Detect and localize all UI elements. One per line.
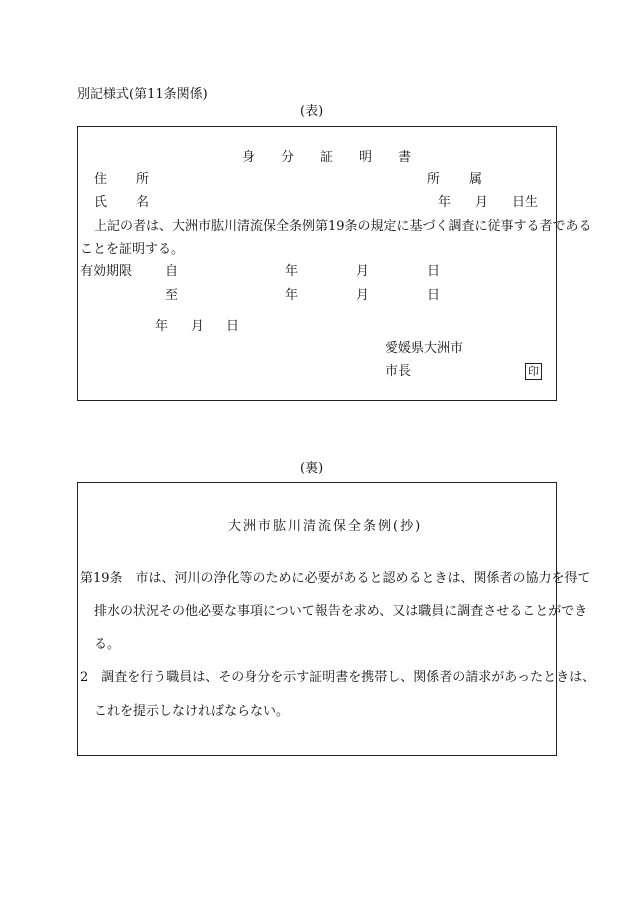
name-label: 氏 名 [94,195,158,210]
affiliation-label: 所 属 [427,172,491,187]
issue-month: 月 [191,319,205,334]
para2-line-2: これを提示しなければならない。 [94,704,290,719]
para2-line-1: 2 調査を行う職員は、その身分を示す証明書を携帯し、関係者の請求があったときは、 [80,670,596,685]
dob-month: 月 [475,195,489,210]
dob-year: 年 [438,195,452,210]
back-label: (裏) [300,461,324,476]
front-card [77,126,557,401]
article-line-1: 第19条 市は、河川の浄化等のために必要があると認めるときは、関係者の協力を得て [80,571,591,586]
front-label: (表) [300,104,324,119]
body-line-1: 上記の者は、大洲市肱川清流保全条例第19条の規定に基づく調査に従事する者である [94,219,592,234]
seal-wrap [525,363,542,380]
body-line-2: ことを証明する。 [80,242,185,257]
address-label: 住 所 [94,172,158,187]
validity-from-day: 日 [427,264,441,279]
validity-from: 自 [165,264,179,279]
seal-mark: 印 [525,363,542,380]
form-note: 別記様式(第11条関係) [77,87,208,102]
validity-label: 有効期限 [80,264,133,279]
back-title: 大洲市肱川清流保全条例(抄) [228,519,423,534]
article-line-3: る。 [94,637,121,652]
validity-to: 至 [165,288,179,303]
validity-to-year: 年 [285,288,299,303]
validity-from-year: 年 [285,264,299,279]
issue-day: 日 [226,319,240,334]
dob-day: 日生 [512,195,539,210]
front-title: 身分証明書 [242,150,438,165]
issuer: 愛媛県大洲市 [385,341,464,356]
article-line-2: 排水の状況その他必要な事項について報告を求め、又は職員に調査させることができ [94,604,588,619]
issue-year: 年 [155,319,169,334]
mayor-title: 市長 [385,364,412,379]
validity-to-day: 日 [427,288,441,303]
validity-from-month: 月 [356,264,370,279]
validity-to-month: 月 [356,288,370,303]
